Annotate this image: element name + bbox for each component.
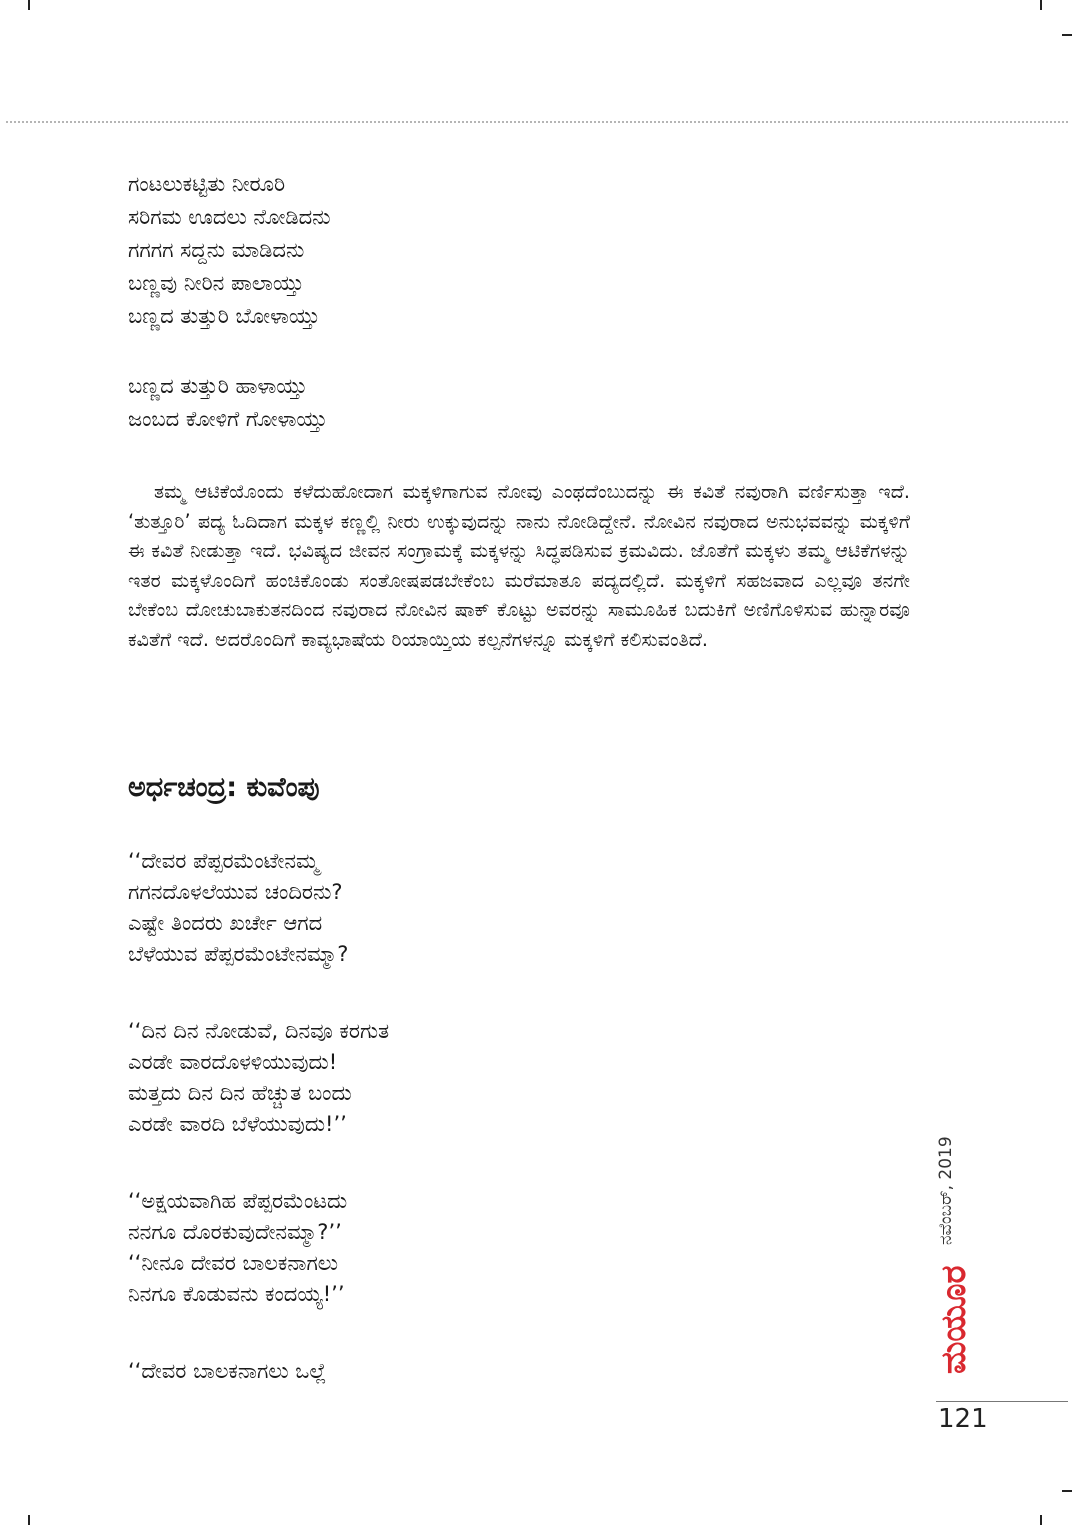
poem-line: ಎರಡೇ ವಾರದಿ ಬೆಳೆಯುವುದು!’’: [128, 1112, 347, 1136]
poem-stanza: [128, 1186, 347, 1310]
poem-line: ಬೆಳೆಯುವ ಪೆಪ್ಪರಮೆಂಟೇನಮ್ಮಾ?: [128, 942, 349, 966]
poem-line: ನಿನಗೂ ಕೊಡುವನು ಕಂದಯ್ಯ!’’: [128, 1282, 345, 1306]
page-number-rule: [936, 1401, 1068, 1402]
poem-line: ಮತ್ತದು ದಿನ ದಿನ ಹೆಚ್ಚುತ ಬಂದು: [128, 1081, 352, 1105]
poem-line: ‘‘ದಿನ ದಿನ ನೋಡುವೆ, ದಿನವೂ ಕರಗುತ: [128, 1019, 390, 1043]
poem-line: ‘‘ದೇವರ ಪೆಪ್ಪರಮೆಂಟೇನಮ್ಮ: [128, 849, 319, 873]
crop-mark-top-left: [28, 0, 30, 10]
poem-line: ನನಗೂ ದೊರಕುವುದೇನಮ್ಮಾ?’’: [128, 1220, 342, 1244]
poem-line: ಎಷ್ಟೇ ತಿಂದರು ಖರ್ಚೇ ಆಗದ: [128, 911, 323, 935]
crop-mark-bottom-right: [1040, 1515, 1042, 1525]
crop-mark-right-bottom: [1062, 1490, 1072, 1492]
poem-line: ‘‘ಅಕ್ಷಯವಾಗಿಹ ಪೆಪ್ಪರಮೆಂಟದು: [128, 1189, 348, 1213]
crop-mark-bottom-left: [28, 1515, 30, 1525]
poem-stanza: [128, 370, 327, 436]
poem-line: ಜಂಬದ ಕೋಳಿಗೆ ಗೋಳಾಯ್ತು: [128, 407, 328, 431]
issue-date-container: [934, 1085, 970, 1245]
poem-stanza: [128, 1356, 326, 1387]
poem-line: ಬಣ್ಣದ ತುತ್ತುರಿ ಹಾಳಾಯ್ತು: [128, 374, 308, 398]
poem-line: ‘‘ದೇವರ ಬಾಲಕನಾಗಲು ಒಲ್ಲೆ: [128, 1359, 327, 1383]
poem-line: ‘‘ನೀನೂ ದೇವರ ಬಾಲಕನಾಗಲು: [128, 1251, 339, 1275]
header-dotted-rule: [6, 121, 1068, 123]
poem-stanza: [128, 1016, 389, 1140]
magazine-logo-container: [934, 1250, 974, 1374]
poem-line: ಗಂಟಲುಕಟ್ಟಿತು ನೀರೂರಿ: [128, 172, 286, 196]
magazine-logo: ಮಯೂರ: [934, 1265, 974, 1374]
poem-line: ಬಣ್ಣದ ತುತ್ತುರಿ ಬೋಳಾಯ್ತು: [128, 304, 320, 328]
crop-mark-right-top: [1062, 34, 1072, 36]
issue-date: ನವೆಂಬರ್, 2019: [936, 1136, 956, 1245]
poem-line: ಗಗಗಗ ಸದ್ದನು ಮಾಡಿದನು: [128, 238, 305, 262]
section-heading: ಅರ್ಧಚಂದ್ರ: ಕುವೆಂಪು: [128, 772, 320, 803]
poem-line: ಎರಡೇ ವಾರದೊಳಳಿಯುವುದು!: [128, 1050, 338, 1074]
poem-stanza: [128, 168, 331, 333]
poem-line: ಬಣ್ಣವು ನೀರಿನ ಪಾಲಾಯ್ತು: [128, 271, 304, 295]
poem-stanza: [128, 846, 348, 970]
poem-line: ಸರಿಗಮ ಊದಲು ನೋಡಿದನು: [128, 205, 331, 229]
commentary-paragraph: ತಮ್ಮ ಆಟಿಕೆಯೊಂದು ಕಳೆದುಹೋದಾಗ ಮಕ್ಕಳಿಗಾಗುವ ನೋವು ಎಂಥದೆಂಬುದನ್ನು ಈ ಕವಿತೆ ನವುರಾಗಿ ವರ್ಣಿಸುತ್ತಾ ಇದೆ. ‘ತುತ್ತೂರಿ’ ಪದ್ಯ ಓದಿದಾಗ ಮಕ್ಕಳ ಕಣ್ಣಲ್ಲಿ ನೀರು ಉಕ್ಕುವುದನ್ನು ನಾನು ನೋಡಿದ್ದೇನೆ. ನೋವಿನ ನವುರಾದ ಅನುಭವವನ್ನು ಮಕ್ಕಳಿಗೆ ಈ ಕವಿತೆ ನೀಡುತ್ತಾ ಇದೆ. ಭವಿಷ್ಯದ ಜೀವನ ಸಂಗ್ರಾಮಕ್ಕೆ ಮಕ್ಕಳನ್ನು ಸಿದ್ಧಪಡಿಸುವ ಕ್ರಮವಿದು. ಜೊತೆಗೆ ಮಕ್ಕಳು ತಮ್ಮ ಆಟಿಕೆಗಳನ್ನು ಇತರ ಮಕ್ಕಳೊಂದಿಗೆ ಹಂಚಿಕೊಂಡು ಸಂತೋಷಪಡಬೇಕೆಂಬ ಮರೆಮಾತೂ ಪದ್ಯದಲ್ಲಿದೆ. ಮಕ್ಕಳಿಗೆ ಸಹಜವಾದ ಎಲ್ಲವೂ ತನಗೇ ಬೇಕೆಂಬ ದೋಚುಬಾಕುತನದಿಂದ ನವುರಾದ ನೋವಿನ ಷಾಕ್ ಕೊಟ್ಟು ಅವರನ್ನು ಸಾಮೂಹಿಕ ಬದುಕಿಗೆ ಅಣಿಗೊಳಿಸುವ ಹುನ್ನಾರವೂ ಕವಿತೆಗೆ ಇದೆ. ಅದರೊಂದಿಗೆ ಕಾವ್ಯಭಾಷೆಯ ರಿಯಾಯ್ತಿಯ ಕಲ್ಪನೆಗಳನ್ನೂ ಮಕ್ಕಳಿಗೆ ಕಲಿಸುವಂತಿದೆ.: [128, 480, 910, 651]
poem-line: ಗಗನದೊಳಲೆಯುವ ಚಂದಿರನು?: [128, 880, 343, 904]
page-number: 121: [938, 1404, 988, 1434]
crop-mark-top-right: [1040, 0, 1042, 10]
